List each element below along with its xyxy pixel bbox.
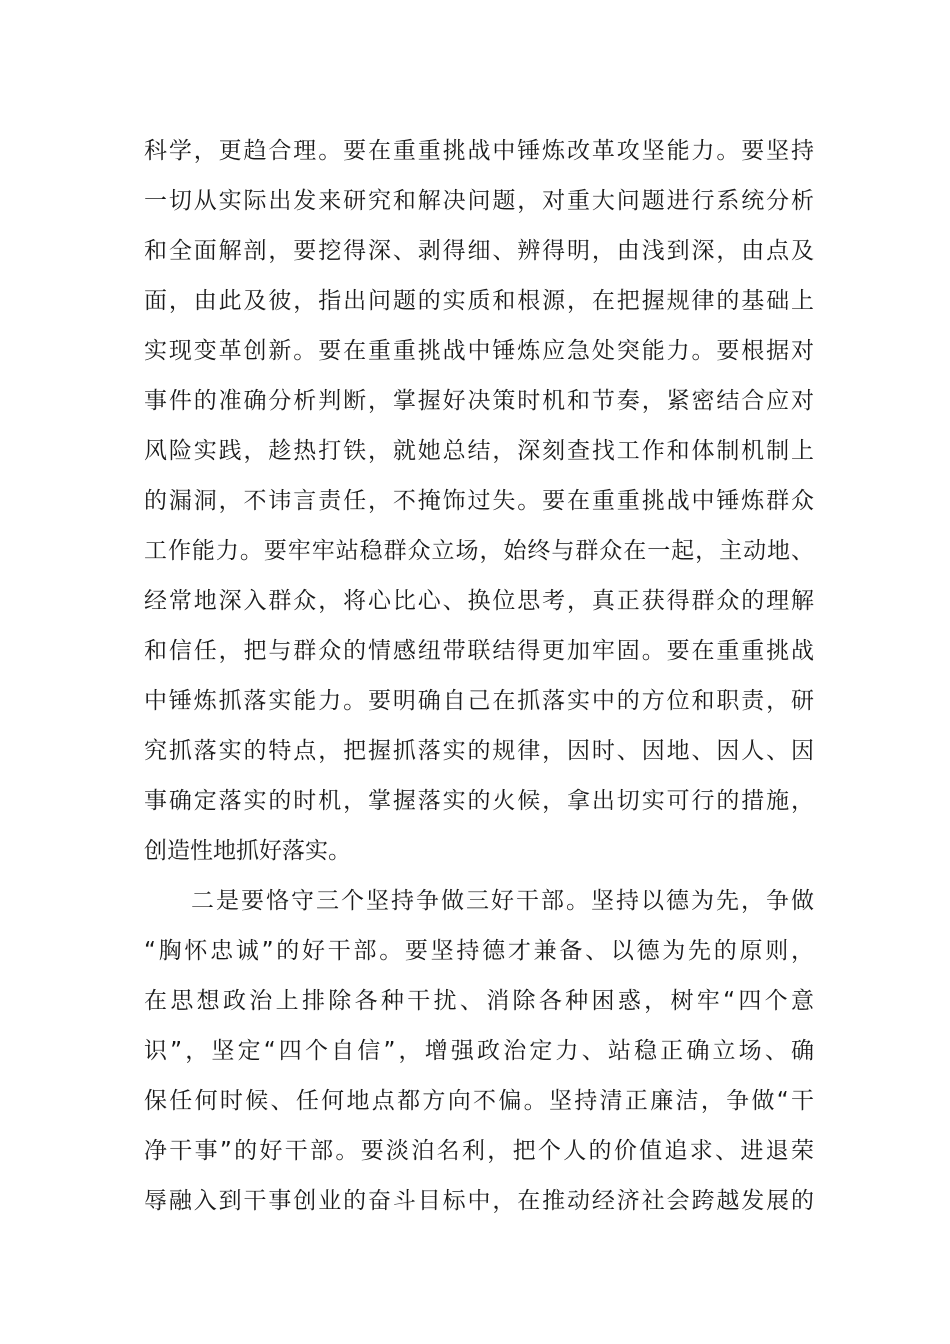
text-line: 净干事”的好干部。要淡泊名利，把个人的价值追求、进退荣 xyxy=(144,1138,814,1164)
text-line: 中锤炼抓落实能力。要明确自己在抓落实中的方位和职责，研 xyxy=(144,688,814,714)
text-line: 二是要恪守三个坚持争做三好干部。坚持以德为先，争做 xyxy=(191,888,814,914)
text-line: 风险实践，趁热打铁，就她总结，深刻查找工作和体制机制上 xyxy=(144,438,814,464)
text-line: 经常地深入群众，将心比心、换位思考，真正获得群众的理解 xyxy=(144,588,814,614)
text-line: 实现变革创新。要在重重挑战中锤炼应急处突能力。要根据对 xyxy=(144,338,814,364)
text-line: 和信任，把与群众的情感纽带联结得更加牢固。要在重重挑战 xyxy=(144,638,814,664)
text-line: 工作能力。要牢牢站稳群众立场，始终与群众在一起，主动地、 xyxy=(144,538,814,564)
text-line: 究抓落实的特点，把握抓落实的规律，因时、因地、因人、因 xyxy=(144,738,814,764)
text-line: 和全面解剖，要挖得深、剥得细、辨得明，由浅到深，由点及 xyxy=(144,238,814,264)
text-line: 科学，更趋合理。要在重重挑战中锤炼改革攻坚能力。要坚持 xyxy=(144,138,814,164)
body-text xyxy=(144,126,814,1226)
text-line: 事确定落实的时机，掌握落实的火候，拿出切实可行的措施， xyxy=(144,788,814,814)
text-line: 创造性地抓好落实。 xyxy=(144,838,351,864)
text-line: 事件的准确分析判断，掌握好决策时机和节奏，紧密结合应对 xyxy=(144,388,814,414)
text-line: 辱融入到干事创业的奋斗目标中，在推动经济社会跨越发展的 xyxy=(144,1188,814,1214)
text-line: “胸怀忠诚”的好干部。要坚持德才兼备、以德为先的原则， xyxy=(144,938,814,964)
text-line: 一切从实际出发来研究和解决问题，对重大问题进行系统分析 xyxy=(144,188,814,214)
text-line: 在思想政治上排除各种干扰、消除各种困惑，树牢“四个意 xyxy=(144,988,814,1014)
text-line: 识”，坚定“四个自信”，增强政治定力、站稳正确立场、确 xyxy=(144,1038,814,1064)
text-line: 面，由此及彼，指出问题的实质和根源，在把握规律的基础上 xyxy=(144,288,814,314)
text-line: 保任何时候、任何地点都方向不偏。坚持清正廉洁，争做“干 xyxy=(144,1088,814,1114)
text-line: 的漏洞，不讳言责任，不掩饰过失。要在重重挑战中锤炼群众 xyxy=(144,488,814,514)
